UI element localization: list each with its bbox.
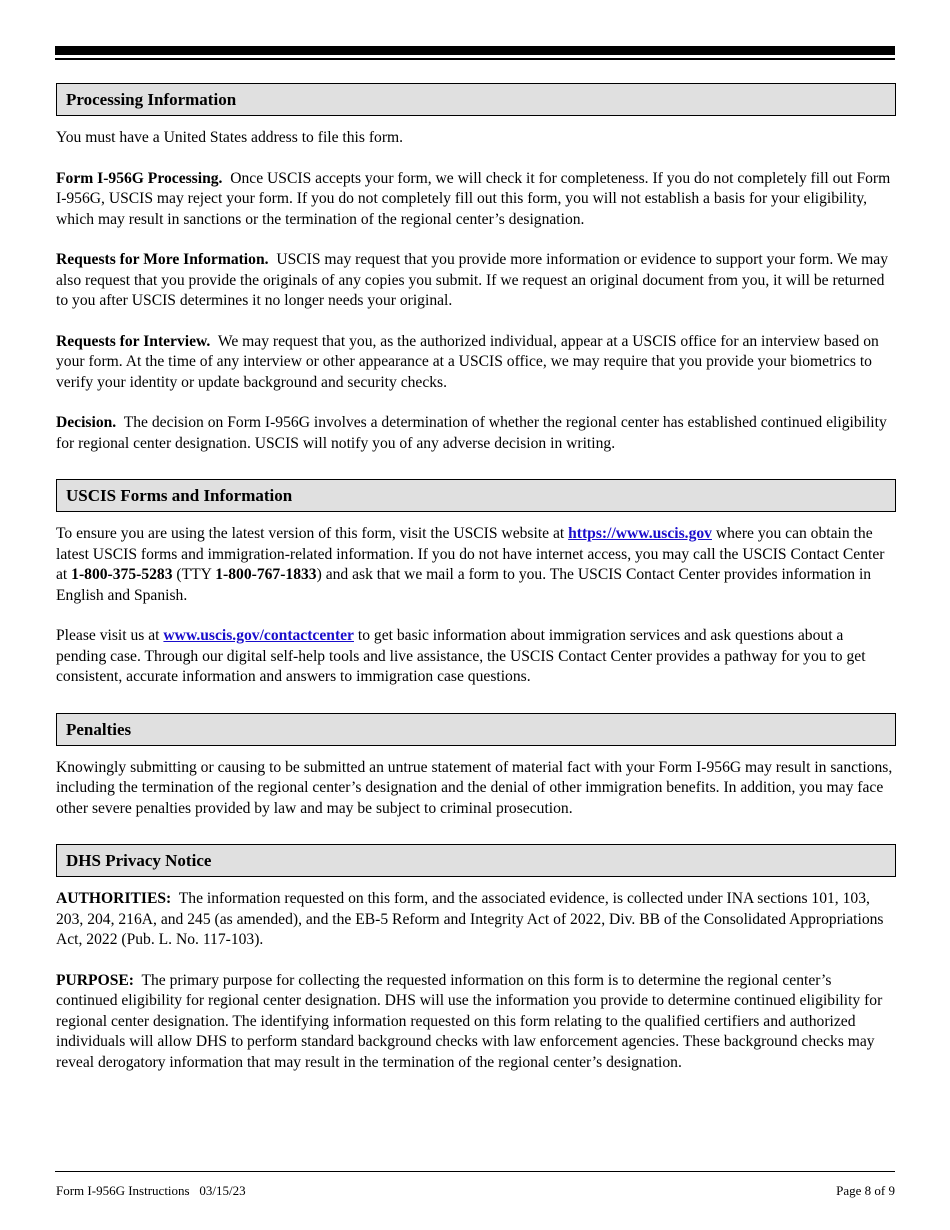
uscis-forms-paragraph-2 [56,626,896,688]
interview-heading: Requests for Interview. [56,332,211,350]
decision-text: The decision on Form I-956G involves a determination of whether the regional center has established continued eligibility for regional center designation. USCIS will notify you of any adverse decision in writing. [56,414,887,452]
uscis-forms-text-a: To ensure you are using the latest version of this form, visit the USCIS website at [56,525,569,542]
footer-form-id [56,1183,246,1199]
more-info-heading: Requests for More Information. [56,251,269,268]
purpose-text: The primary purpose for collecting the requested information on this form is to determine the regional center’s continued eligibility for regional center designation. DHS will use the information you provide to determine continued eligibility for regional center designation. The identifying information requested on this form relating to the qualified certifiers and authorized individuals will allow DHS to perform standard background checks with law enforcement agencies. These background checks may reveal derogatory information that may result in the termination of the regional center’s designation. [56,971,883,1071]
contact-center-link[interactable]: www.uscis.gov/contactcenter [163,627,354,644]
section-header-uscis-forms: USCIS Forms and Information [56,479,896,512]
decision-heading: Decision. [56,414,117,431]
uscis-website-link[interactable]: https://www.uscis.gov [568,525,712,542]
top-thin-rule [55,58,895,60]
processing-intro: You must have a United States address to file this form. [56,129,404,146]
interview-text: We may request that you, as the authorized individual, appear at a USCIS office for an interview based on your form. At the time of any interview or other appearance at a USCIS office, we may require that you provide your biometrics to verify your identity or update background and security checks. [56,332,879,391]
uscis-forms-paragraph-1 [56,524,896,606]
tty-phone: 1-800-767-1833 [215,566,317,583]
more-info-text: USCIS may request that you provide more information or evidence to support your form. We may also request that you provide the originals of any copies you submit. If we request an original document from you, it will be returned to you after USCIS determines it no longer needs your original. [56,251,888,309]
decision-paragraph [56,413,896,454]
interview-paragraph [56,332,896,394]
purpose-heading: PURPOSE: [56,971,134,989]
section-header-processing: Processing Information [56,83,896,116]
form-processing-heading: Form I-956G Processing. [56,169,223,187]
authorities-paragraph [56,889,896,951]
footer-edition-date: 03/15/23 [199,1183,246,1198]
form-processing-paragraph [56,169,896,231]
authorities-heading: AUTHORITIES: [56,890,172,907]
section-header-penalties: Penalties [56,713,896,746]
uscis-forms-text-d: ) and ask that we mail a form to you. The USCIS Contact Center provides information in English and Spanish. [56,566,872,604]
uscis-forms-text-c: (TTY [172,566,216,583]
contact-center-text-a: Please visit us at [56,627,164,644]
section-header-privacy: DHS Privacy Notice [56,844,896,877]
footer-form-name: Form I-956G Instructions [56,1183,190,1198]
page-content [56,83,896,1093]
more-info-paragraph [56,250,896,312]
authorities-text: The information requested on this form, and the associated evidence, is collected under INA sections 101, 103, 203, 204, 216A, and 245 (as amended), and the EB-5 Reform and Integrity Act of 2022, Div. BB of the Consolidated Appropriations Act, 2022 (Pub. L. No. 117-103). [56,890,884,948]
footer-rule [55,1171,895,1172]
purpose-paragraph [56,971,896,1074]
penalties-paragraph: Knowingly submitting or causing to be submitted an untrue statement of material fact with your Form I-956G may result in sanctions, including the termination of the regional center’s designation and the denial of other immigration benefits. In addition, you may face other severe penalties provided by law and may be subject to criminal prosecution. [56,758,893,817]
top-thick-rule [55,46,895,55]
contact-center-phone: 1-800-375-5283 [71,566,173,583]
contact-center-text-b: to get basic information about immigration services and ask questions about a pending case. Through our digital self-help tools and live assistance, the USCIS Contact Center provides a pathway for you to get consistent, accurate information and answers to immigration case questions. [56,627,866,685]
footer-page-number: Page 8 of 9 [836,1183,895,1198]
uscis-forms-text-b: where you can obtain the latest USCIS forms and immigration-related information. If you do not have internet access, you may call the USCIS Contact Center at [56,525,885,583]
form-processing-text: Once USCIS accepts your form, we will check it for completeness. If you do not completely fill out Form I-956G, USCIS may reject your form. If you do not completely fill out this form, you will not establish a basis for your eligibility, which may result in sanctions or the termination of the regional center’s designation. [56,169,891,228]
